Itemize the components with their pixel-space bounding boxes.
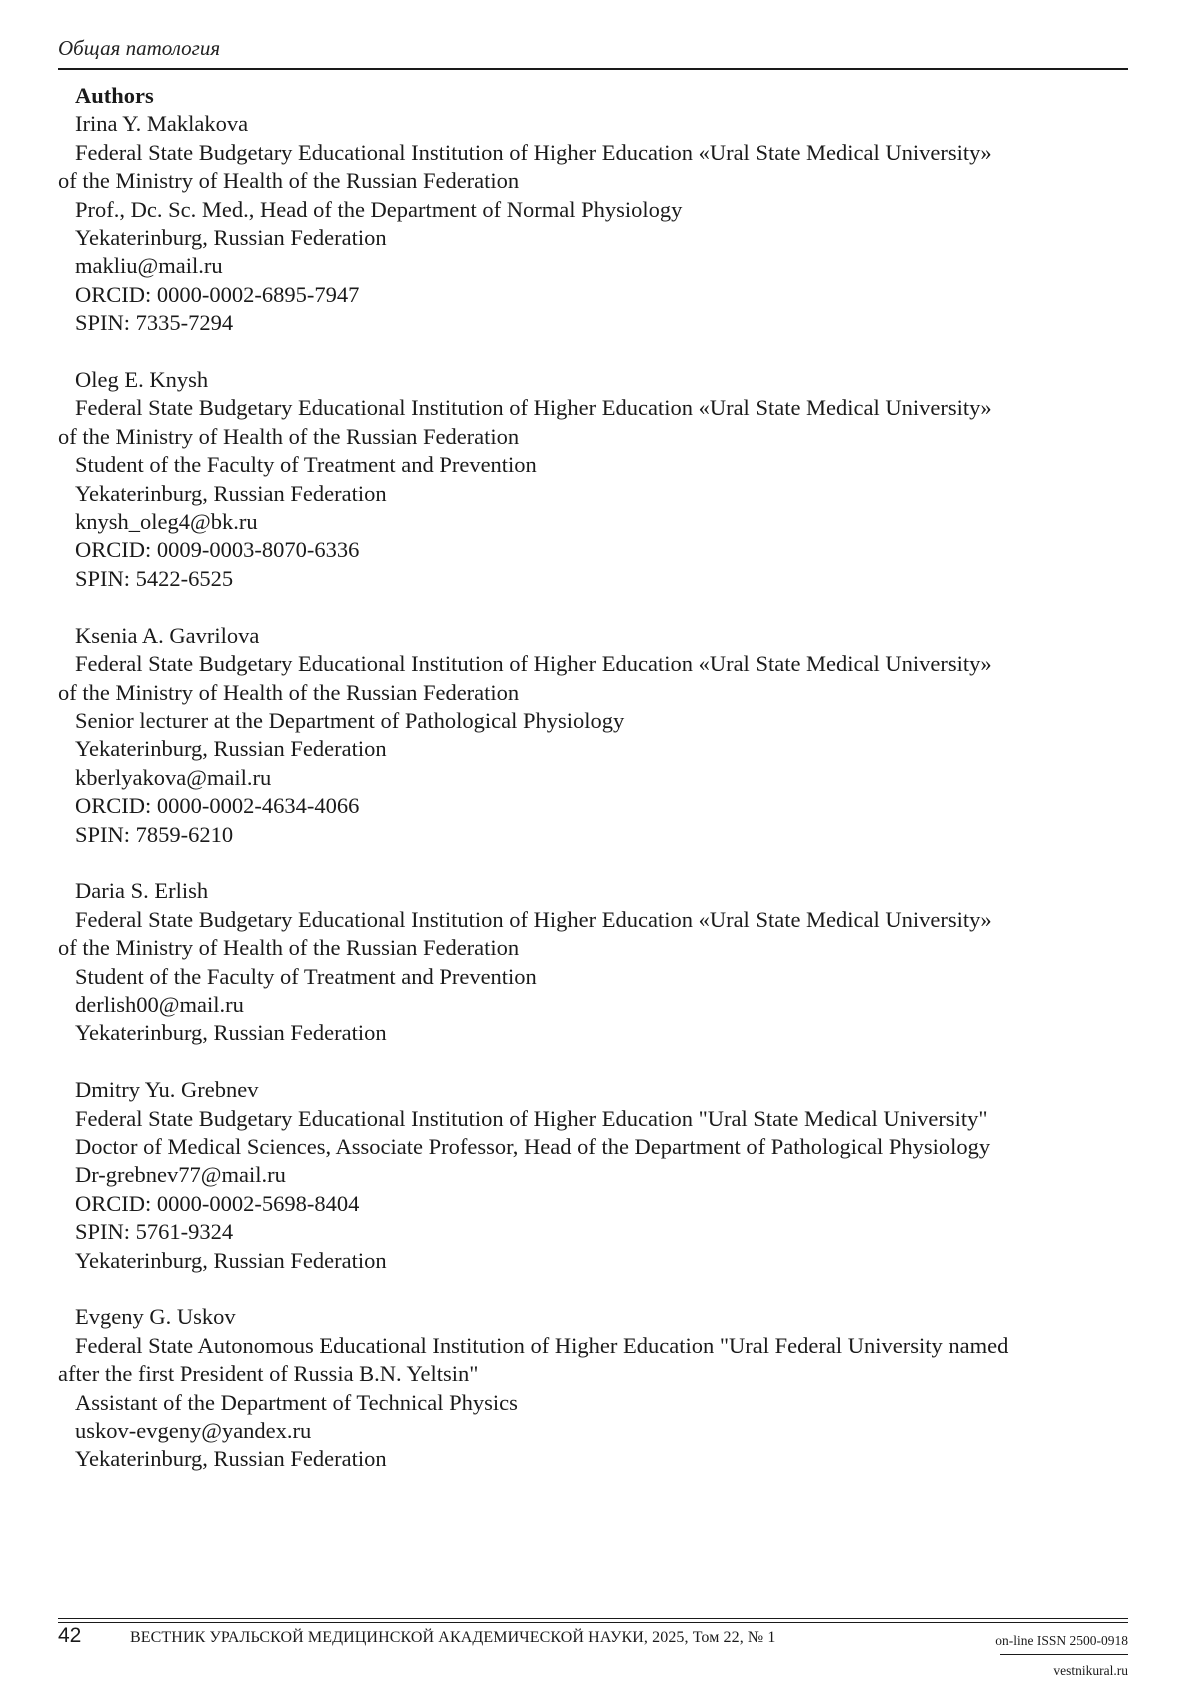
author-email: derlish00@mail.ru — [58, 991, 1128, 1019]
authors-section — [58, 82, 1128, 1502]
author-name: Ksenia A. Gavrilova — [58, 622, 1128, 650]
author-position: Prof., Dc. Sc. Med., Head of the Department of Normal Physiology — [58, 196, 1128, 224]
author-orcid: ORCID: 0000-0002-4634-4066 — [58, 792, 1128, 820]
author-position: Doctor of Medical Sciences, Associate Professor, Head of the Department of Pathological Physiology — [58, 1133, 1128, 1161]
author-email: uskov-evgeny@yandex.ru — [58, 1417, 1128, 1445]
authors-title: Authors — [58, 82, 1128, 110]
author-institution-line2: of the Ministry of Health of the Russian Federation — [58, 679, 1128, 707]
author-name: Evgeny G. Uskov — [58, 1303, 1128, 1331]
page-number: 42 — [58, 1624, 81, 1648]
author-entry — [58, 877, 1128, 1047]
author-orcid: ORCID: 0009-0003-8070-6336 — [58, 536, 1128, 564]
issn: on-line ISSN 2500-0918 — [995, 1633, 1128, 1649]
author-orcid: ORCID: 0000-0002-5698-8404 — [58, 1190, 1128, 1218]
author-email: Dr-grebnev77@mail.ru — [58, 1161, 1128, 1189]
author-spin: SPIN: 5422-6525 — [58, 565, 1128, 593]
author-position: Student of the Faculty of Treatment and Prevention — [58, 451, 1128, 479]
author-spin: SPIN: 7335-7294 — [58, 309, 1128, 337]
author-institution-line2: of the Ministry of Health of the Russian Federation — [58, 934, 1128, 962]
author-name: Dmitry Yu. Grebnev — [58, 1076, 1128, 1104]
journal-name: ВЕСТНИК УРАЛЬСКОЙ МЕДИЦИНСКОЙ АКАДЕМИЧЕСКОЙ НАУКИ, 2025, Том 22, № 1 — [130, 1629, 775, 1647]
author-institution-line1: Federal State Budgetary Educational Institution of Higher Education «Ural State Medical University» — [58, 906, 1128, 934]
website-link[interactable]: vestnikural.ru — [1053, 1663, 1128, 1679]
author-spin: SPIN: 7859-6210 — [58, 821, 1128, 849]
footer-divider-bottom — [58, 1622, 1128, 1623]
footer-divider-top — [58, 1618, 1128, 1619]
issn-divider — [1000, 1654, 1128, 1655]
author-position: Assistant of the Department of Technical Physics — [58, 1389, 1128, 1417]
author-institution-line1: Federal State Budgetary Educational Institution of Higher Education «Ural State Medical University» — [58, 139, 1128, 167]
author-city: Yekaterinburg, Russian Federation — [58, 1019, 1128, 1047]
author-email: makliu@mail.ru — [58, 252, 1128, 280]
author-position: Student of the Faculty of Treatment and Prevention — [58, 963, 1128, 991]
author-position: Senior lecturer at the Department of Pathological Physiology — [58, 707, 1128, 735]
author-institution-line2: of the Ministry of Health of the Russian Federation — [58, 423, 1128, 451]
author-institution-line2: after the first President of Russia B.N. Yeltsin" — [58, 1360, 1128, 1388]
author-name: Irina Y. Maklakova — [58, 110, 1128, 138]
author-institution: Federal State Budgetary Educational Institution of Higher Education "Ural State Medical University" — [58, 1105, 1128, 1133]
author-entry — [58, 110, 1128, 337]
author-entry — [58, 622, 1128, 849]
author-institution-line2: of the Ministry of Health of the Russian Federation — [58, 167, 1128, 195]
author-city: Yekaterinburg, Russian Federation — [58, 735, 1128, 763]
author-institution-line1: Federal State Budgetary Educational Institution of Higher Education «Ural State Medical University» — [58, 650, 1128, 678]
author-email: knysh_oleg4@bk.ru — [58, 508, 1128, 536]
author-name: Oleg E. Knysh — [58, 366, 1128, 394]
author-city: Yekaterinburg, Russian Federation — [58, 1247, 1128, 1275]
running-head: Общая патология — [58, 36, 220, 61]
author-entry — [58, 1303, 1128, 1473]
header-divider — [58, 68, 1128, 70]
author-city: Yekaterinburg, Russian Federation — [58, 1445, 1128, 1473]
author-entry — [58, 1076, 1128, 1275]
author-name: Daria S. Erlish — [58, 877, 1128, 905]
author-spin: SPIN: 5761-9324 — [58, 1218, 1128, 1246]
author-entry — [58, 366, 1128, 593]
author-city: Yekaterinburg, Russian Federation — [58, 224, 1128, 252]
author-institution-line1: Federal State Budgetary Educational Institution of Higher Education «Ural State Medical University» — [58, 394, 1128, 422]
author-email: kberlyakova@mail.ru — [58, 764, 1128, 792]
author-institution-line1: Federal State Autonomous Educational Institution of Higher Education "Ural Federal University named — [58, 1332, 1128, 1360]
author-orcid: ORCID: 0000-0002-6895-7947 — [58, 281, 1128, 309]
author-city: Yekaterinburg, Russian Federation — [58, 480, 1128, 508]
